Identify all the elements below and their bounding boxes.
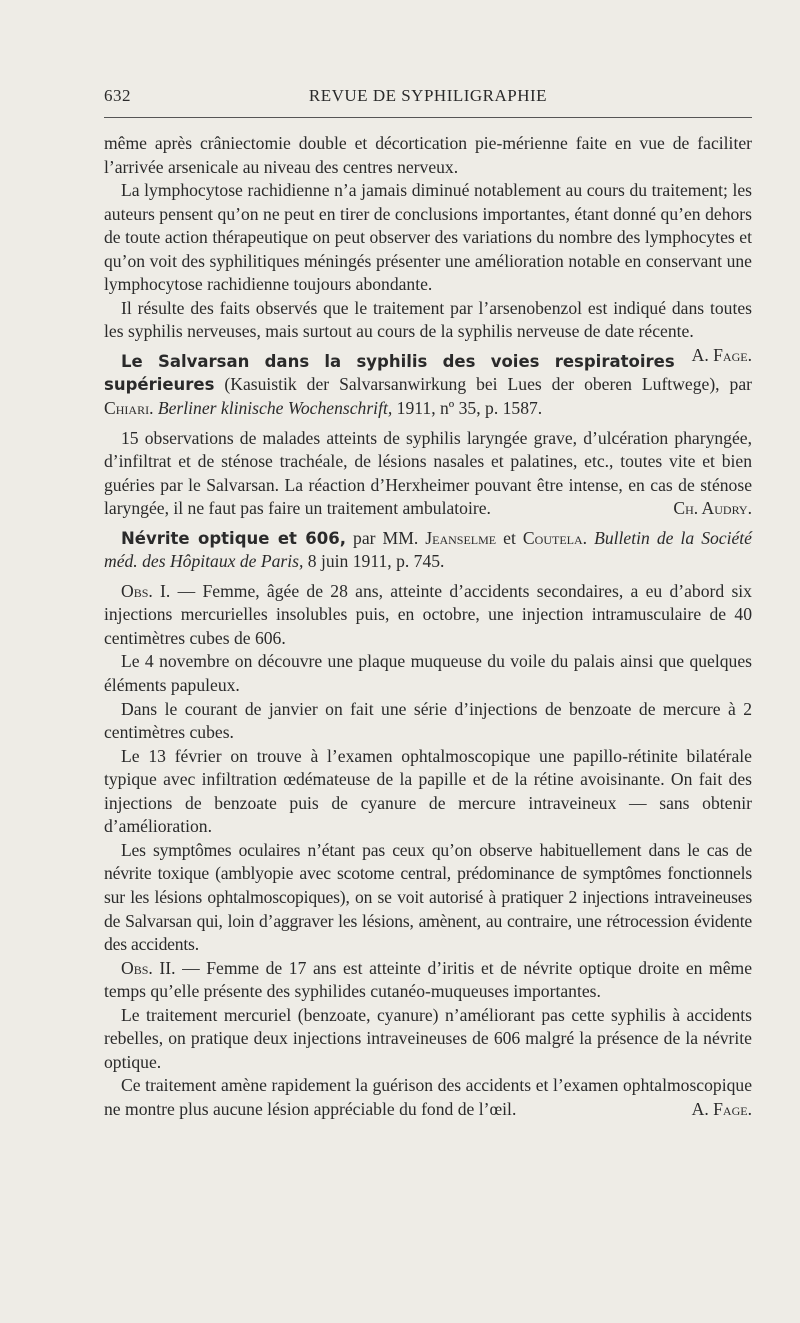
paragraph xyxy=(104,957,752,1004)
review-and: et xyxy=(503,527,516,548)
paragraph-text: — Femme, âgée de 28 ans, atteinte d’accidents secondaires, a eu d’abord six injections mercurielles insolubles puis, en octobre, une injection intramusculaire de 40 centimètres cubes de 606. xyxy=(104,580,752,648)
header-rule xyxy=(104,117,752,118)
paragraph-text: 15 observations de malades atteints de syphilis laryngée grave, d’ulcération pharyngée, d’infiltrat et de sténose trachéale, de lésions nasales et palatines, etc., toutes vite et bien guéries par le Salvarsan. La réaction d’Herxheimer pouvant être intense, en cas de sténose laryngée, il ne faut pas faire un traitement ambulatoire. xyxy=(104,427,752,519)
page-number: 632 xyxy=(104,86,131,105)
review-author: Coutela. xyxy=(522,527,588,548)
paragraph xyxy=(104,1074,752,1121)
observation-label: Obs. I. xyxy=(121,580,171,601)
review-heading xyxy=(104,350,752,421)
signature: Ch. Audry. xyxy=(673,498,752,519)
paragraph xyxy=(104,580,752,651)
observation-label: Obs. II. xyxy=(121,957,176,978)
paragraph xyxy=(104,297,752,365)
signature: A. Fage. xyxy=(691,1098,752,1119)
paragraph xyxy=(104,427,752,521)
paragraph: Le 4 novembre on découvre une plaque muqueuse du voile du palais ainsi que quelques éléments papuleux. xyxy=(104,651,752,696)
journal-title: REVUE DE SYPHILIGRAPHIE xyxy=(308,86,548,105)
paragraph-text: — Femme de 17 ans est atteinte d’iritis et de névrite optique droite en même temps qu’elle présente des syphilides cutanéo-muqueuses importantes. xyxy=(104,957,753,1002)
paragraph: Dans le courant de janvier on fait une série d’injections de benzoate de mercure à 2 centimètres cubes. xyxy=(104,698,752,743)
paragraph: Le 13 février on trouve à l’examen ophtalmoscopique une papillo-rétinite bilatérale typique avec infiltration œdémateuse de la papille et de la rétine avoisinante. On fait des injections de benzoate puis de cyanure de mercure intraveineux — sans obtenir d’amélioration. xyxy=(104,745,752,837)
review-title: Névrite optique et 606, xyxy=(121,528,346,548)
review-title: Le Salvarsan dans la syphilis des voies respiratoires supérieures xyxy=(104,351,675,395)
paragraph-text: Ce traitement amène rapidement la guérison des accidents et l’examen ophtalmoscopique ne montre plus aucune lésion appréciable du fond de l’œil. xyxy=(104,1075,752,1119)
citation: 8 juin 1911, p. 745. xyxy=(307,551,445,572)
review-by: par MM. xyxy=(353,527,419,548)
review-author: Chiari. xyxy=(104,398,154,419)
review-author: Jeanselme xyxy=(425,527,497,548)
review-heading xyxy=(104,527,752,574)
journal-name: Bulletin de la Société méd. des Hôpitaux de Paris, xyxy=(104,527,752,572)
journal-name: Berliner klinische Wochenschrift, xyxy=(157,398,393,419)
article-body xyxy=(104,132,752,1121)
citation: 1911, nº 35, p. 1587. xyxy=(396,398,543,419)
review-subtitle: (Kasuistik der Salvarsanwirkung bei Lues der oberen Luftwege), par xyxy=(224,374,752,395)
paragraph-text: Il résulte des faits observés que le traitement par l’arsenobenzol est indiqué dans toutes les syphilis nerveuses, mais surtout au cours de la syphilis nerveuse de date récente. xyxy=(104,297,752,342)
paragraph: La lymphocytose rachidienne n’a jamais diminué notablement au cours du traitement; les auteurs pensent qu’on ne peut en tirer de conclusions importantes, étant donné qu’en dehors de toute action thérapeutique on peut observer des variations du nombre des lymphocytes et qu’on voit des syphilitiques méningés présenter une amélioration notable en conservant une lymphocytose rachidienne toujours abondante. xyxy=(104,180,752,295)
paragraph: Les symptômes oculaires n’étant pas ceux qu’on observe habituellement dans le cas de névrite toxique (amblyopie avec scotome central, prédominance de symptômes fonctionnels sur les lésions ophtalmoscopiques), on se voit autorisé à pratiquer 2 injections intraveineuses de Salvarsan qui, loin d’aggraver les lésions, amènent, au contraire, une rétrocession évidente des accidents. xyxy=(104,839,752,955)
signature: A. Fage. xyxy=(691,344,752,365)
paragraph: même après crâniectomie double et décortication pie-mérienne faite en vue de faciliter l’arrivée arsenicale au niveau des centres nerveux. xyxy=(104,133,752,177)
running-head xyxy=(104,86,752,110)
paragraph: Le traitement mercuriel (benzoate, cyanure) n’améliorant pas cette syphilis à accidents rebelles, on pratique deux injections intraveineuses de 606 malgré la présence de la névrite optique. xyxy=(104,1004,752,1072)
